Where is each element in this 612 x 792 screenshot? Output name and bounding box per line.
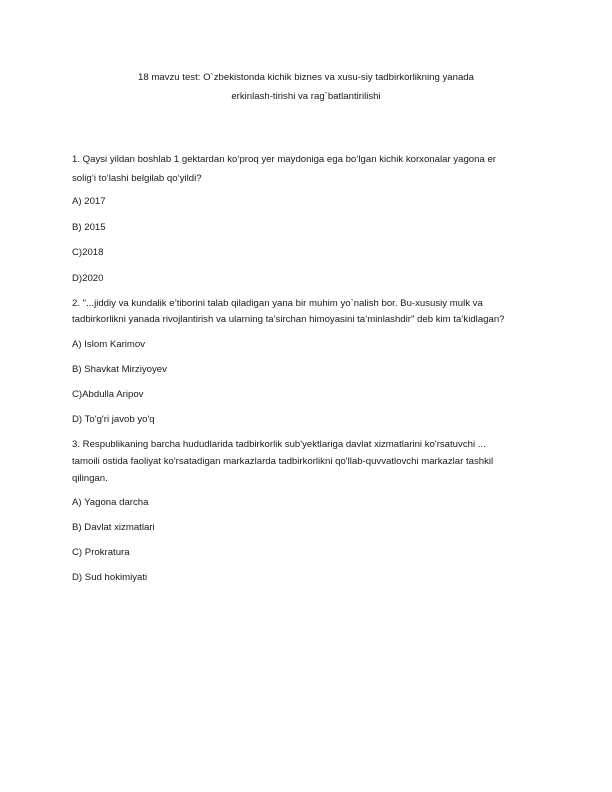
question-3-option-a: A) Yagona darcha [72,497,149,508]
question-1-option-a: A) 2017 [72,196,106,207]
question-1-option-d: D)2020 [72,273,104,284]
question-3-text-line-2: tamoili ostida faoliyat ko'rsatadigan markazlarda tadbirkorlikni qo'llab-quvvatlovchi markazlar tashkil [72,456,494,467]
question-2-text-line-1: 2. "...jiddiy va kundalik e’tiborini talab qiladigan yana bir muhim yo`nalish bor. Bu-xususiy mulk va [72,298,483,309]
question-1-text-line-2: solig‘i to‘lashi belgilab qo‘yildi? [72,173,202,184]
title-line-2: erkinlash-tirishi va rag`batlantirilishi [231,91,381,102]
title-line-1: 18 mavzu test: O`zbekistonda kichik biznes va xusu-siy tadbirkorlikning yanada [138,72,474,83]
question-2-option-a: A) Islom Karimov [72,339,146,350]
question-3-text-line-3: qilingan. [72,473,108,484]
question-2-text-line-2: tadbirkorlikni yanada rivojlantirish va ularning ta’sirchan himoyasini ta’minlashdir" deb kim ta’kidlagan? [72,314,505,325]
question-3-option-c: C) Prokratura [72,547,130,558]
question-3-option-b: B) Davlat xizmatlari [72,522,155,533]
question-3-option-d: D) Sud hokimiyati [72,572,148,583]
question-2-option-c: C)Abdulla Aripov [72,389,144,400]
question-1-option-c: C)2018 [72,247,104,258]
question-2-option-b: B) Shavkat Mirziyoyev [72,364,167,375]
question-1-option-b: B) 2015 [72,222,106,233]
question-2-option-d: D) To'g'ri javob yo'q [72,414,155,425]
question-1-text-line-1: 1. Qaysi yildan boshlab 1 gektardan ko‘proq yer maydoniga ega bo‘lgan kichik korxonalar yagona er [72,154,496,165]
question-3-text-line-1: 3. Respublikaning barcha hududlarida tadbirkorlik sub'yektlariga davlat xizmatlarini ko'rsatuvchi ... [72,439,486,450]
